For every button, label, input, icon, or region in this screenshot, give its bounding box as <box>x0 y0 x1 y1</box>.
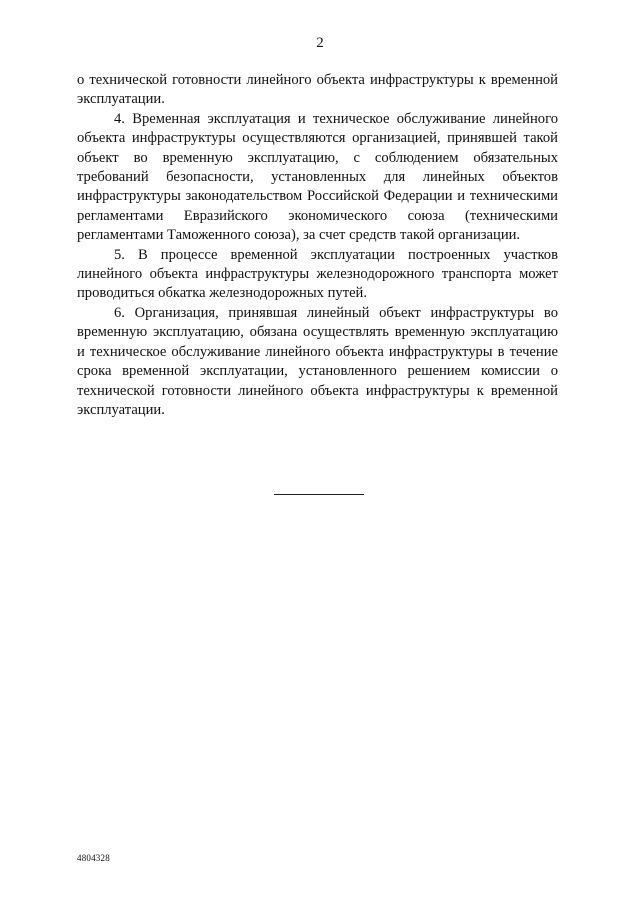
paragraph-item-6: 6. Организация, принявшая линейный объект инфраструктуры во временную эксплуатацию, обязана осуществлять временную эксплуатацию и техническое обслуживание линейного объекта инфраструктуры в течение срока временной эксплуатации, установленного решением комиссии о технической готовности линейного объекта инфраструктуры к временной эксплуатации. <box>77 304 558 418</box>
paragraph-continuation: о технической готовности линейного объекта инфраструктуры к временной эксплуатации. <box>77 72 558 108</box>
paragraph-item-5: 5. В процессе временной эксплуатации построенных участков линейного объекта инфраструктуры железнодорожного транспорта может проводиться обкатка железнодорожных путей. <box>77 246 558 302</box>
page-number: 2 <box>316 35 324 51</box>
paragraph-item-4: 4. Временная эксплуатация и техническое обслуживание линейного объекта инфраструктуры осуществляются организацией, принявшей такой объект во временную эксплуатацию, с соблюдением обязательных требований безопасности, установленных для линейных объектов инфраструктуры законодательством Российской Федерации и техническими регламентами Евразийского экономического союза (техническими регламентами Таможенного союза), за счет средств такой организации. <box>77 110 558 244</box>
document-code: 4804328 <box>77 853 110 863</box>
end-divider-line <box>274 494 364 495</box>
document-body <box>77 71 558 420</box>
